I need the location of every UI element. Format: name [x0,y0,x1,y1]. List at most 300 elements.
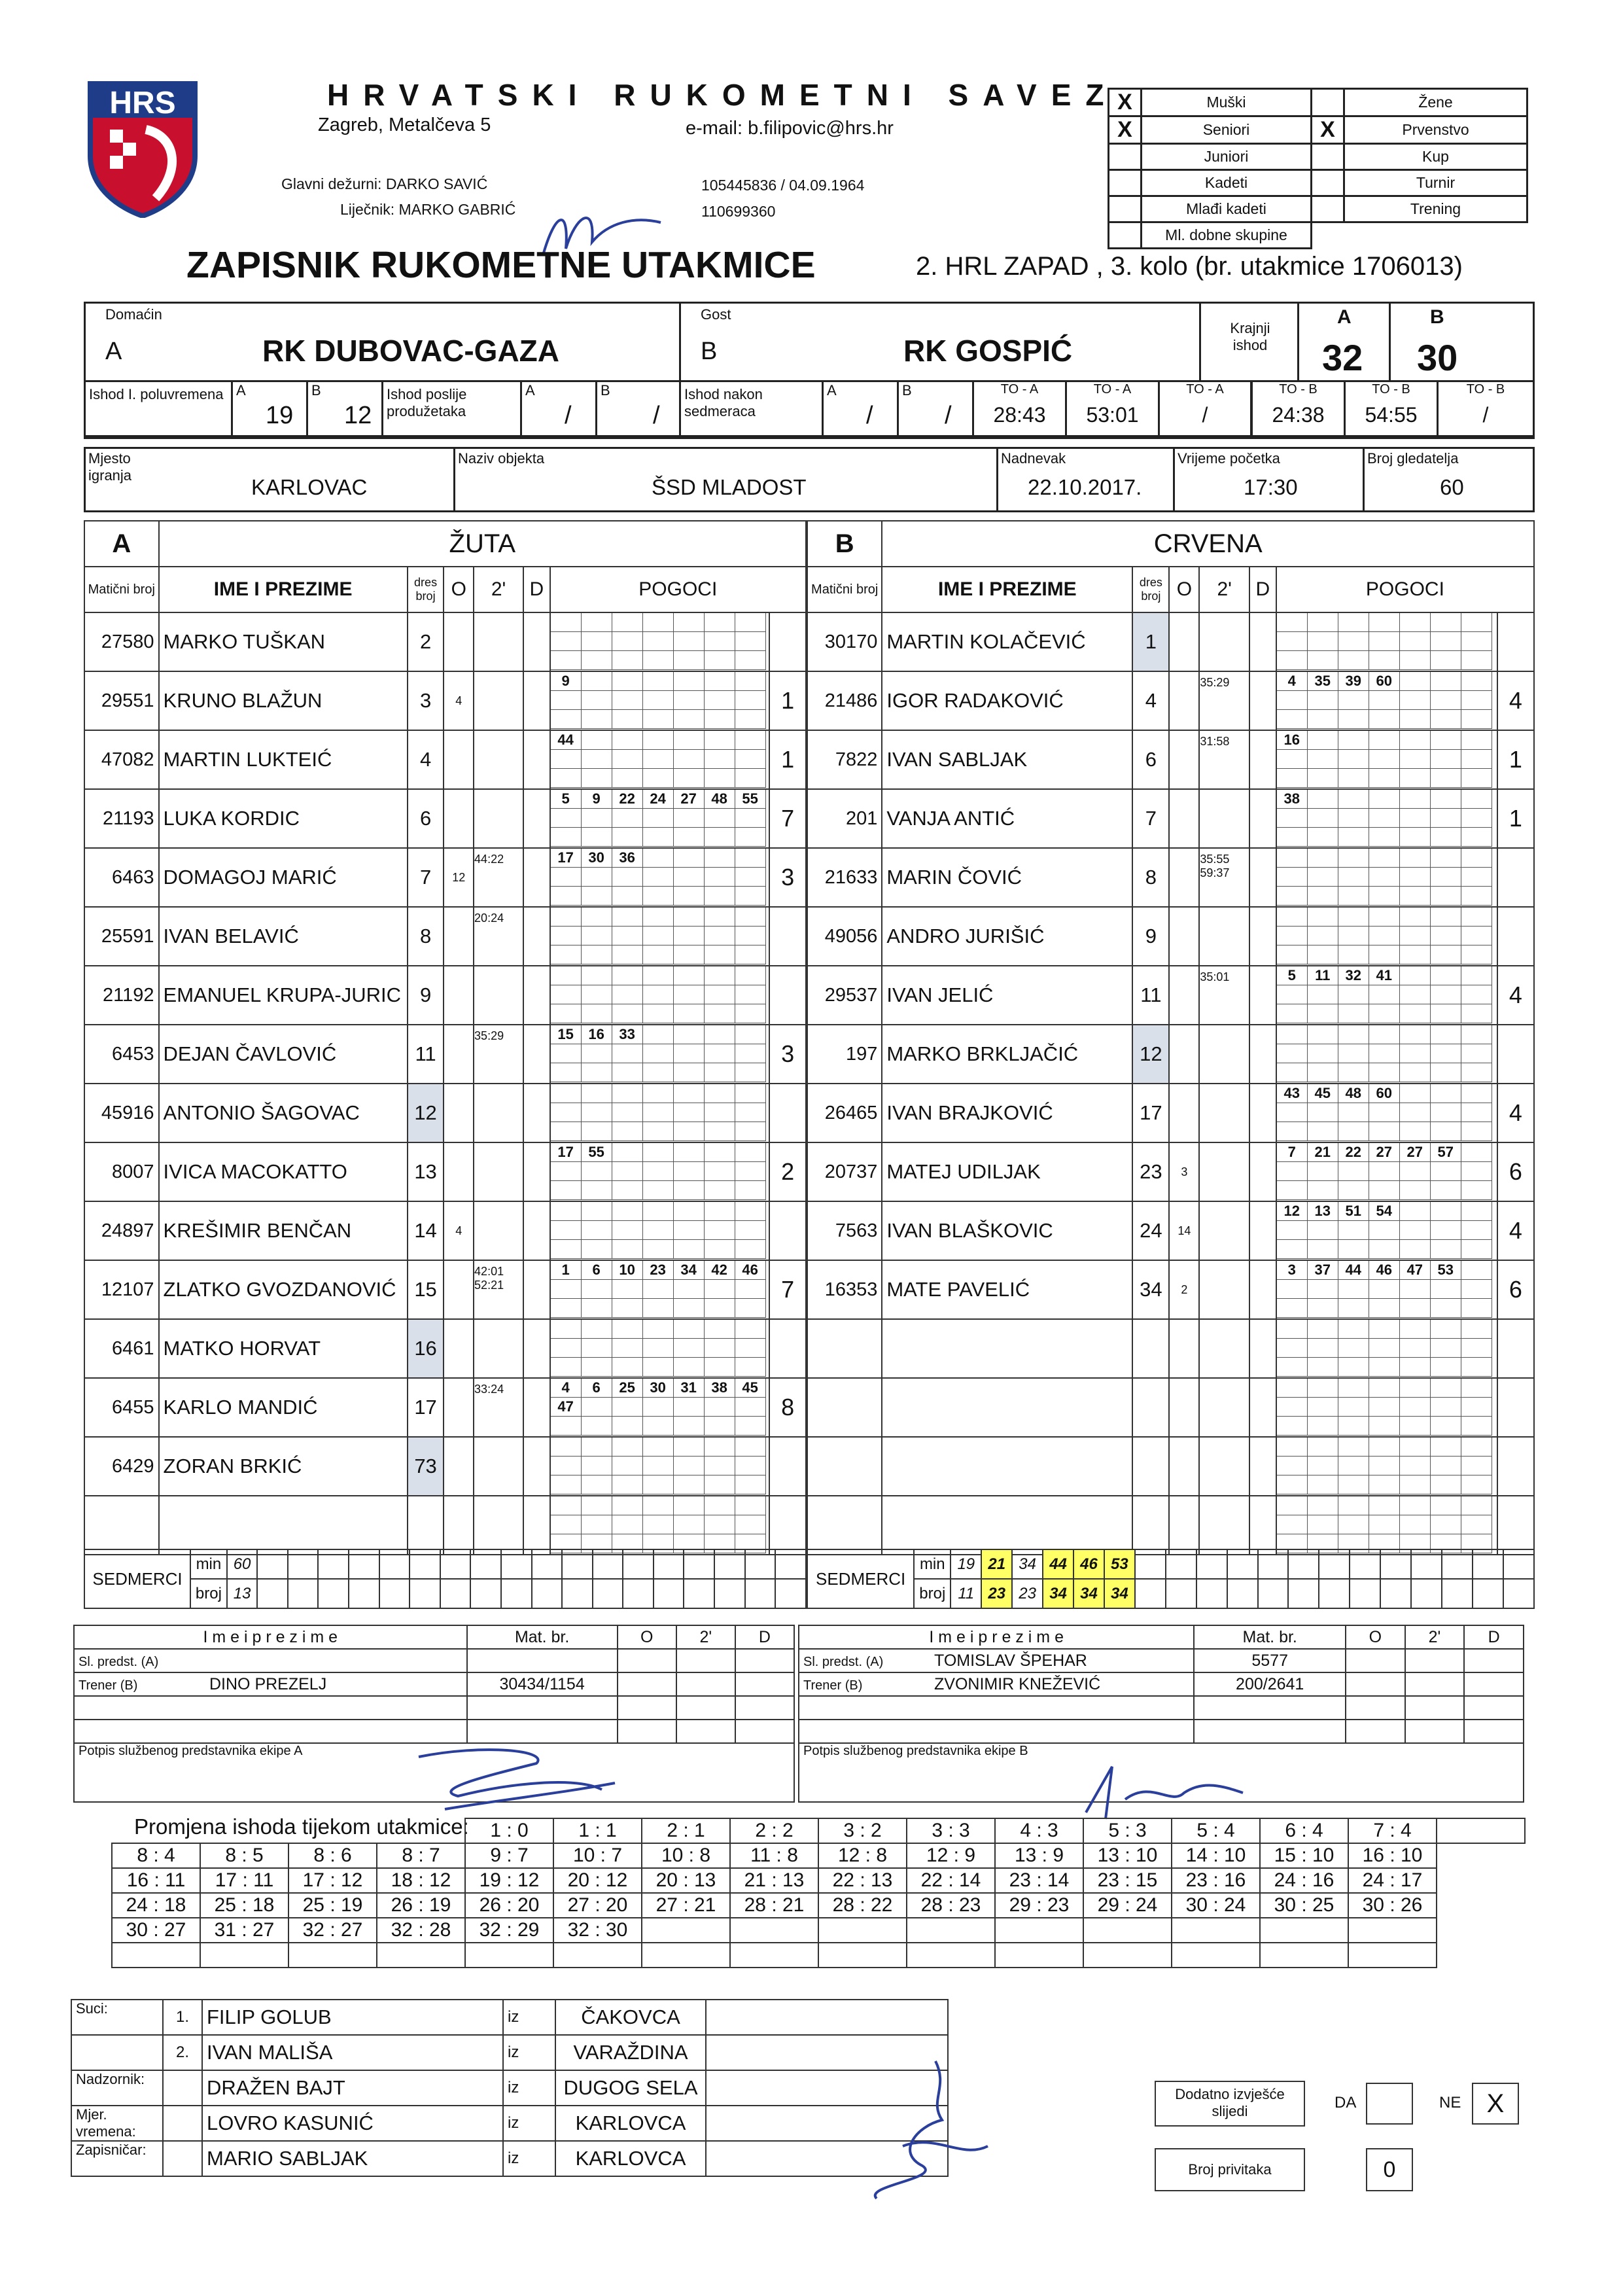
goal-minute [1277,887,1308,906]
goal-minute [612,1044,643,1063]
sed-num-cell: 23 [1012,1579,1043,1608]
player-id: 30170 [807,612,882,671]
goal-minute [1431,1515,1461,1534]
spectators-cell [1365,449,1533,510]
player-goals [550,671,770,730]
sed-num-cell [1135,1579,1166,1608]
goal-minute [674,1221,705,1240]
staff-id [1194,1696,1346,1720]
goal-minute: 9 [551,672,582,691]
goal-minute [674,1181,705,1200]
player-goal-total: 4 [1497,671,1534,730]
goal-minute [705,632,735,651]
progress-cell: 13 : 9 [995,1843,1083,1868]
goal-minute [674,1457,705,1475]
time-value: 17:30 [1244,475,1298,499]
goal-minute [1431,1379,1461,1398]
goal-minute [1400,1084,1431,1103]
sed-min-cell [257,1549,288,1579]
goal-minute [1431,1299,1461,1318]
goal-minute [1431,927,1461,945]
category-check[interactable]: X [1109,116,1142,144]
goals-grid [1277,1320,1497,1377]
player-goal-total: 8 [769,1378,806,1437]
goal-minute: 42 [705,1261,735,1280]
goal-minute [1308,1122,1338,1141]
goal-minute: 38 [1277,790,1308,809]
goal-minute [1461,887,1492,906]
player-suspension [1199,1201,1249,1260]
player-goals [550,1319,770,1378]
goal-minute [1369,613,1400,632]
goal-minute [1308,1280,1338,1299]
goal-minute [674,1417,705,1436]
player-row [807,1084,1534,1142]
category-row [1109,89,1527,116]
progress-cell [642,1943,730,1968]
staff-id: 30434/1154 [467,1672,618,1696]
progress-cell: 26 : 19 [377,1893,465,1918]
goal-minute [643,1103,674,1122]
goal-minute [735,1496,766,1515]
goal-minute [1338,1496,1369,1515]
team-header-row [84,521,806,567]
goal-minute [1277,1299,1308,1318]
goal-minute [612,710,643,729]
player-warning [1169,1378,1199,1437]
goal-minute [551,1181,582,1200]
category-check[interactable]: X [1109,89,1142,116]
goal-minute [1338,908,1369,927]
goal-minute [1369,828,1400,847]
goal-minute [1338,1299,1369,1318]
goal-minute [1431,1475,1461,1494]
goal-minute [582,1417,612,1436]
goal-minute [735,691,766,710]
player-id: 201 [807,789,882,848]
official-number [163,2141,202,2176]
sed-num-cell: 11 [951,1579,981,1608]
goal-minute: 47 [551,1398,582,1417]
goals-grid [1277,1202,1497,1259]
player-row [84,848,806,907]
goal-minute [1277,1475,1308,1494]
player-goals [1276,1025,1497,1084]
goal-minute [1431,1398,1461,1417]
player-disqualification [1249,907,1276,966]
category-check[interactable] [1312,89,1344,116]
player-goal-total [1497,848,1534,907]
goal-minute [551,927,582,945]
goal-minute [1338,985,1369,1004]
goal-minute [1308,887,1338,906]
goal-minute [551,1202,582,1221]
goal-minute [1277,1025,1308,1044]
player-disqualification [1249,1025,1276,1084]
sed-num-cell: 34 [1073,1579,1104,1608]
goal-minute [551,613,582,632]
goals-grid [551,1084,769,1141]
progress-cell: 22 : 13 [818,1868,907,1893]
goal-minute [735,849,766,868]
player-suspension [474,730,523,789]
goal-minute [612,750,643,769]
player-id: 26465 [807,1084,882,1142]
official-from: iz [503,2141,555,2176]
player-name: EMANUEL KRUPA-JURIC [159,966,408,1025]
team-b-roster [807,520,1535,1555]
sed-min-cell [562,1549,593,1579]
goal-minute [735,672,766,691]
signature-officials [837,2048,1007,2215]
sed-num-cell [410,1579,440,1608]
goal-minute [674,672,705,691]
progress-cell: 20 : 12 [553,1868,642,1893]
category-check[interactable] [1312,144,1344,170]
goal-minute [1308,1417,1338,1436]
goal-minute [705,1025,735,1044]
goal-minute [1338,1221,1369,1240]
pen-score-a: / [866,402,873,429]
player-goals [550,1201,770,1260]
goal-minute [1369,651,1400,670]
progress-cell [995,1918,1083,1943]
staff-o [618,1649,676,1672]
category-check[interactable] [1109,170,1142,196]
goal-minute [674,750,705,769]
goal-minute [643,710,674,729]
player-warning [1169,848,1199,907]
player-row [807,730,1534,789]
goal-minute [1369,1475,1400,1494]
player-name [882,1378,1132,1437]
staff-d [1464,1696,1524,1720]
player-goal-total: 6 [1497,1142,1534,1201]
player-number: 11 [408,1025,444,1084]
player-goal-total [769,1437,806,1496]
progress-cell: 17 : 11 [200,1868,288,1893]
goal-minute [705,1004,735,1023]
timeout-value: 53:01 [1086,403,1139,427]
player-disqualification [523,966,550,1025]
sed-min-cell [1258,1549,1289,1579]
progress-cell: 10 : 8 [642,1843,730,1868]
goal-minute [1369,1457,1400,1475]
category-label: Ml. dobne skupine [1142,222,1312,249]
goals-grid [1277,1084,1497,1141]
category-check[interactable] [1312,196,1344,222]
goal-minute [643,1181,674,1200]
goal-minute [612,1475,643,1494]
goal-minute [1400,750,1431,769]
progress-cell: 16 : 11 [112,1868,200,1893]
sed-min-cell [775,1549,806,1579]
player-number: 16 [408,1319,444,1378]
player-goal-total [769,966,806,1025]
time-cell [1175,449,1365,510]
sed-num-cell [623,1579,654,1608]
goal-minute [1461,691,1492,710]
sed-num-cell [318,1579,349,1608]
goal-minute [674,769,705,788]
goal-minute [735,1358,766,1377]
goal-minute [1369,632,1400,651]
staff-name-cell [799,1672,1194,1696]
player-suspension: 20:24 [474,907,523,966]
player-suspension [1199,1142,1249,1201]
goal-minute [705,1320,735,1339]
goal-minute [1308,1457,1338,1475]
sed-num-cell [1258,1579,1289,1608]
goal-minute [551,1496,582,1515]
extra-report-box [1155,2081,1305,2127]
goals-grid [1277,672,1497,729]
progress-cell [465,1943,553,1968]
goal-minute [612,1320,643,1339]
goal-minute [1338,731,1369,750]
goal-minute [1338,750,1369,769]
goal-minute [1400,1280,1431,1299]
player-goal-total [1497,1437,1534,1496]
staff-col-id: Mat. br. [467,1625,618,1649]
player-row [84,1142,806,1201]
sed-num-cell [532,1579,563,1608]
goal-minute [1461,1457,1492,1475]
player-disqualification [523,1201,550,1260]
ot-a-cell [522,382,597,437]
player-disqualification [1249,1319,1276,1378]
goal-minute [1369,731,1400,750]
staff-id: 5577 [1194,1649,1346,1672]
player-number: 12 [408,1084,444,1142]
player-goals [1276,730,1497,789]
progress-cell [1260,1918,1348,1943]
attachments-box [1155,2148,1305,2191]
player-row [807,671,1534,730]
goal-minute [674,691,705,710]
goal-minute [582,1339,612,1358]
player-id: 29551 [84,671,159,730]
goal-minute [705,908,735,927]
player-number: 73 [408,1437,444,1496]
goal-minute [1461,1496,1492,1515]
progress-cell: 26 : 20 [465,1893,553,1918]
goal-minute [705,613,735,632]
goal-minute [1461,828,1492,847]
progress-cell: 23 : 15 [1083,1868,1172,1893]
player-goal-total: 6 [1497,1260,1534,1319]
category-label: Muški [1142,89,1312,116]
goal-minute [735,1103,766,1122]
goal-minute [1461,1438,1492,1457]
category-row [1109,222,1527,249]
staff-o [1346,1696,1405,1720]
goal-minute [1308,1339,1338,1358]
goal-minute [551,651,582,670]
staff-id [467,1696,618,1720]
goal-minute [1400,710,1431,729]
goal-minute [735,1438,766,1457]
goal-minute [1431,966,1461,985]
goal-minute [1431,1221,1461,1240]
goal-minute: 44 [551,731,582,750]
sed-num-row [807,1579,1534,1608]
official-role: Suci: [71,2000,163,2035]
goal-minute [1308,1181,1338,1200]
goal-minute [582,966,612,985]
goal-minute: 37 [1308,1261,1338,1280]
progress-cell: 12 : 8 [818,1843,907,1868]
goal-minute [643,945,674,964]
goal-minute [674,1143,705,1162]
goal-minute [551,1339,582,1358]
goal-minute: 1 [551,1261,582,1280]
official-place: KARLOVCA [555,2141,706,2176]
ne-checkbox[interactable]: X [1472,2083,1519,2125]
category-check[interactable] [1312,170,1344,196]
sed-min-cell [410,1549,440,1579]
goal-minute: 54 [1369,1202,1400,1221]
goal-minute [1461,849,1492,868]
goal-minute [551,1320,582,1339]
goals-grid [551,1143,769,1200]
progress-cell: 24 : 16 [1260,1868,1348,1893]
goal-minute [1400,887,1431,906]
goal-minute [582,672,612,691]
progress-row [112,1893,1525,1918]
goal-minute [551,1475,582,1494]
goal-minute [1308,1515,1338,1534]
goal-minute [1338,691,1369,710]
goal-minute [1461,809,1492,828]
goal-minute [1400,809,1431,828]
timeout-value: 24:38 [1272,403,1325,427]
sed-min-cell: 44 [1043,1549,1073,1579]
goal-minute [1431,887,1461,906]
goal-minute [643,1320,674,1339]
progress-cell: 14 : 10 [1172,1843,1260,1868]
goal-minute [643,750,674,769]
player-row [84,1319,806,1378]
player-name: MATEJ UDILJAK [882,1142,1132,1201]
sed-min-cell [379,1549,410,1579]
progress-cell: 11 : 8 [730,1843,818,1868]
player-number: 4 [1132,671,1169,730]
player-warning [1169,907,1199,966]
goal-minute [643,908,674,927]
sed-num-cell [654,1579,684,1608]
goal-minute [1431,985,1461,1004]
goal-minute [1461,966,1492,985]
goal-minute [1369,1063,1400,1082]
player-row [84,1378,806,1437]
player-id: 45916 [84,1084,159,1142]
goal-minute [643,985,674,1004]
goal-minute [705,1457,735,1475]
goal-minute [1369,769,1400,788]
goal-minute [1369,1320,1400,1339]
goal-minute [1277,1044,1308,1063]
date-value: 22.10.2017. [1028,475,1142,499]
half-score-a: 19 [266,402,294,429]
goal-minute: 35 [1308,672,1338,691]
goal-minute [1461,1221,1492,1240]
progress-row [112,1843,1525,1868]
goal-minute [551,828,582,847]
goal-minute: 16 [1277,731,1308,750]
sed-num-cell [1319,1579,1350,1608]
goal-minute [1369,1181,1400,1200]
player-suspension [1199,1260,1249,1319]
sed-min-cell [1503,1549,1534,1579]
category-check[interactable]: X [1312,116,1344,144]
goal-minute [735,985,766,1004]
timeout-cell [1439,382,1533,437]
goal-minute [1338,651,1369,670]
player-row [807,1201,1534,1260]
goal-minute [551,632,582,651]
player-goal-total: 1 [1497,789,1534,848]
goal-minute [1400,632,1431,651]
half-label-cell [86,382,233,437]
goal-minute [582,1320,612,1339]
category-check[interactable] [1109,144,1142,170]
goal-minute [1308,1358,1338,1377]
player-warning [1169,730,1199,789]
staff-name: TOMISLAV ŠPEHAR [934,1651,1087,1670]
goal-minute [1338,1379,1369,1398]
goal-minute [582,927,612,945]
category-check[interactable] [1109,196,1142,222]
goal-minute [1461,1358,1492,1377]
goal-minute [1338,710,1369,729]
player-suspension [1199,789,1249,848]
goal-minute [643,887,674,906]
goal-minute [705,945,735,964]
player-goals [550,848,770,907]
official-name: LOVRO KASUNIĆ [202,2106,503,2141]
goal-minute [705,868,735,887]
player-id: 6429 [84,1437,159,1496]
player-number: 1 [1132,612,1169,671]
player-goal-total: 4 [1497,1201,1534,1260]
sed-min-cell [1166,1549,1196,1579]
goal-minute [1400,1320,1431,1339]
category-check[interactable] [1109,222,1142,249]
goal-minute [551,1299,582,1318]
player-id: 20737 [807,1142,882,1201]
goal-minute [1400,691,1431,710]
goal-minute [735,1417,766,1436]
player-name: KARLO MANDIĆ [159,1378,408,1437]
goal-minute [1277,1162,1308,1181]
goal-minute [1277,1515,1308,1534]
staff-d [1464,1649,1524,1672]
progress-cell: 21 : 13 [730,1868,818,1893]
da-checkbox[interactable] [1366,2083,1413,2125]
goal-minute [735,966,766,985]
player-goal-total: 2 [769,1142,806,1201]
final-a-cell [1299,304,1391,382]
staff-name-cell [74,1696,467,1720]
goal-minute: 27 [1369,1143,1400,1162]
sed-label: SEDMERCI [807,1549,914,1608]
progress-title: Promjena ishoda tijekom utakmice: [134,1814,469,1839]
goal-minute: 24 [643,790,674,809]
pen-score-b: / [945,402,952,429]
goal-minute [1431,632,1461,651]
goal-minute [1308,1162,1338,1181]
